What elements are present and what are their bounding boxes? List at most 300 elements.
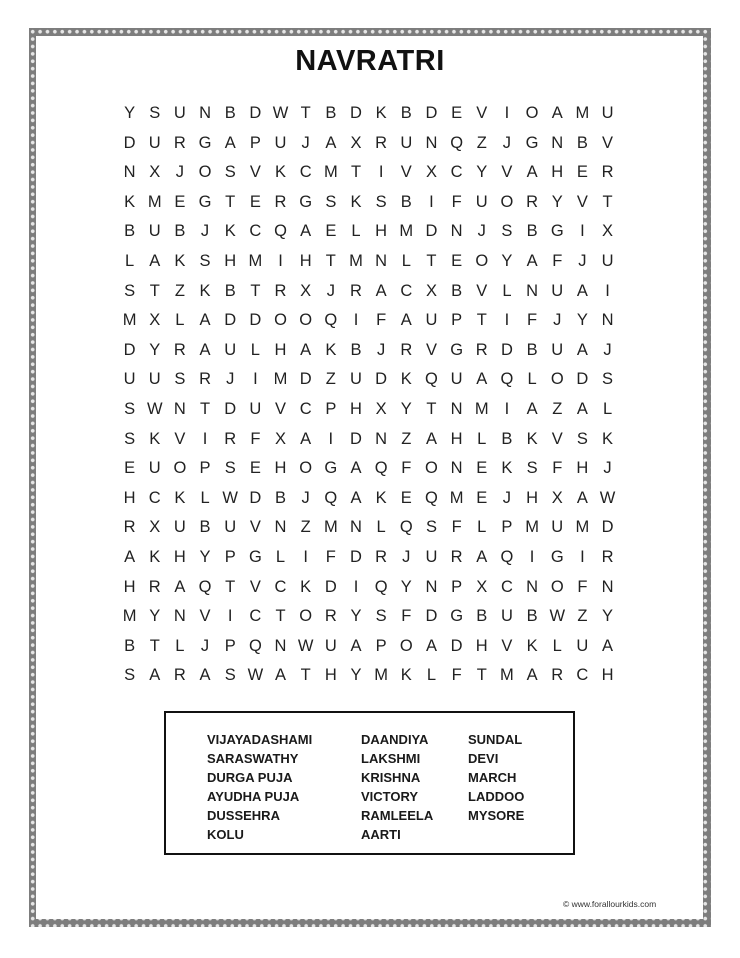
grid-letter: U bbox=[576, 636, 589, 655]
grid-letter: Q bbox=[248, 636, 262, 655]
grid-letter: V bbox=[551, 429, 563, 448]
grid-letter: W bbox=[146, 399, 163, 418]
word-item: LADDOO bbox=[468, 789, 525, 804]
grid-letter: A bbox=[551, 104, 563, 122]
grid-letter: Y bbox=[350, 607, 362, 626]
grid-letter: A bbox=[350, 459, 362, 478]
grid-letter: N bbox=[526, 281, 539, 300]
grid-letter: U bbox=[551, 281, 564, 300]
grid-letter: C bbox=[249, 607, 262, 626]
grid-row bbox=[117, 484, 620, 514]
grid-letter: X bbox=[149, 311, 161, 330]
page-title: NAVRATRI bbox=[295, 45, 445, 77]
grid-letter: W bbox=[297, 636, 314, 655]
grid-letter: Y bbox=[551, 192, 563, 211]
grid-letter: R bbox=[475, 340, 488, 359]
grid-letter: B bbox=[501, 429, 513, 448]
grid-letter: C bbox=[576, 666, 589, 685]
grid-letter: Q bbox=[324, 488, 338, 507]
grid-letter: K bbox=[149, 429, 161, 448]
grid-letter: A bbox=[350, 636, 362, 655]
grid-letter: R bbox=[173, 666, 186, 685]
grid-letter: L bbox=[124, 251, 135, 270]
grid-letter: I bbox=[328, 429, 334, 448]
grid-letter: I bbox=[504, 311, 510, 330]
grid-letter: P bbox=[325, 399, 337, 418]
grid-letter: D bbox=[123, 133, 136, 152]
grid-letter: F bbox=[527, 311, 538, 330]
grid-letter: Z bbox=[476, 133, 487, 152]
word-item: SUNDAL bbox=[468, 732, 523, 747]
grid-letter: Q bbox=[198, 577, 212, 596]
grid-letter: V bbox=[501, 163, 513, 182]
grid-letter: L bbox=[175, 311, 185, 330]
grid-row bbox=[117, 395, 620, 425]
grid-letter: H bbox=[375, 222, 388, 241]
grid-letter: N bbox=[551, 133, 564, 152]
grid-letter: V bbox=[275, 399, 287, 418]
grid-letter: G bbox=[450, 607, 464, 626]
grid-letter: X bbox=[602, 222, 614, 241]
grid-letter: D bbox=[299, 370, 312, 389]
grid-letter: H bbox=[123, 577, 136, 596]
grid-letter: A bbox=[300, 222, 312, 241]
grid-letter: A bbox=[174, 577, 186, 596]
grid-letter: C bbox=[299, 399, 312, 418]
grid-letter: C bbox=[299, 163, 312, 182]
grid-letter: N bbox=[601, 311, 614, 330]
grid-letter: O bbox=[299, 607, 313, 626]
grid-letter: L bbox=[376, 518, 386, 537]
grid-letter: B bbox=[451, 281, 463, 300]
grid-letter: T bbox=[476, 666, 487, 685]
grid-letter: K bbox=[300, 577, 312, 596]
grid-letter: N bbox=[375, 429, 388, 448]
grid-letter: N bbox=[450, 222, 463, 241]
grid-letter: K bbox=[350, 192, 362, 211]
word-list-column-3 bbox=[468, 730, 524, 825]
grid-letter: D bbox=[350, 429, 362, 448]
word-item: VICTORY bbox=[361, 789, 419, 804]
grid-letter: U bbox=[450, 370, 463, 389]
grid-letter: U bbox=[274, 133, 287, 152]
grid-letter: B bbox=[199, 518, 211, 537]
grid-letter: S bbox=[224, 666, 236, 685]
grid-row bbox=[117, 247, 620, 277]
grid-letter: B bbox=[400, 104, 412, 122]
grid-letter: K bbox=[526, 429, 538, 448]
grid-letter: E bbox=[325, 222, 337, 241]
grid-letter: Y bbox=[149, 340, 161, 359]
grid-letter: Y bbox=[400, 399, 412, 418]
grid-letter: Q bbox=[374, 459, 388, 478]
grid-letter: A bbox=[576, 281, 588, 300]
word-item: KOLU bbox=[207, 827, 244, 842]
grid-letter: U bbox=[224, 518, 237, 537]
grid-letter: M bbox=[399, 222, 414, 241]
grid-letter: D bbox=[249, 104, 262, 122]
grid-letter: I bbox=[278, 251, 283, 270]
grid-letter: F bbox=[451, 192, 462, 211]
grid-letter: P bbox=[199, 459, 211, 478]
grid-letter: R bbox=[551, 666, 564, 685]
grid-letter: G bbox=[299, 192, 313, 211]
grid-letter: A bbox=[425, 636, 437, 655]
grid-letter: S bbox=[526, 459, 538, 478]
grid-letter: I bbox=[504, 399, 510, 418]
grid-letter: I bbox=[429, 192, 434, 211]
grid-row bbox=[117, 632, 620, 662]
grid-letter: E bbox=[451, 251, 463, 270]
grid-letter: B bbox=[224, 104, 236, 122]
grid-letter: H bbox=[274, 340, 287, 359]
grid-letter: Q bbox=[274, 222, 287, 241]
grid-letter: A bbox=[149, 666, 161, 685]
grid-letter: B bbox=[400, 192, 412, 211]
grid-letter: R bbox=[601, 163, 614, 182]
grid-letter: U bbox=[551, 340, 564, 359]
grid-letter: M bbox=[323, 163, 338, 182]
grid-letter: R bbox=[274, 192, 287, 211]
grid-letter: Z bbox=[577, 607, 588, 626]
grid-letter: Y bbox=[576, 311, 588, 330]
grid-letter: B bbox=[526, 607, 538, 626]
grid-row bbox=[117, 454, 620, 484]
grid-letter: D bbox=[249, 311, 262, 330]
grid-letter: U bbox=[400, 133, 413, 152]
grid-letter: L bbox=[401, 251, 411, 270]
grid-letter: A bbox=[400, 311, 412, 330]
grid-row bbox=[117, 158, 620, 188]
grid-letter: O bbox=[399, 636, 413, 655]
grid-letter: E bbox=[249, 459, 261, 478]
grid-letter: V bbox=[249, 577, 261, 596]
grid-letter: D bbox=[375, 370, 388, 389]
grid-letter: E bbox=[174, 192, 186, 211]
grid-letter: M bbox=[525, 518, 539, 537]
grid-letter: V bbox=[249, 163, 261, 182]
grid-letter: B bbox=[350, 340, 362, 359]
grid-letter: C bbox=[249, 222, 262, 241]
grid-letter: B bbox=[325, 104, 337, 122]
grid-letter: A bbox=[576, 340, 588, 359]
grid-letter: L bbox=[200, 488, 210, 507]
grid-letter: I bbox=[303, 547, 308, 566]
grid-letter: I bbox=[378, 163, 384, 182]
grid-letter: T bbox=[275, 607, 286, 626]
grid-letter: V bbox=[576, 192, 588, 211]
grid-letter: R bbox=[526, 192, 539, 211]
grid-letter: Y bbox=[476, 163, 488, 182]
grid-letter: A bbox=[526, 399, 538, 418]
grid-letter: A bbox=[526, 251, 538, 270]
grid-letter: H bbox=[123, 488, 136, 507]
grid-letter: V bbox=[199, 607, 211, 626]
grid-letter: A bbox=[576, 488, 588, 507]
grid-letter: M bbox=[449, 488, 464, 507]
grid-letter: I bbox=[580, 547, 585, 566]
grid-letter: H bbox=[450, 429, 463, 448]
grid-letter: K bbox=[224, 222, 236, 241]
word-item: AYUDHA PUJA bbox=[207, 789, 300, 804]
grid-letter: I bbox=[227, 607, 233, 626]
grid-letter: J bbox=[226, 370, 235, 389]
grid-letter: R bbox=[173, 340, 186, 359]
grid-letter: V bbox=[174, 429, 186, 448]
grid-letter: P bbox=[375, 636, 387, 655]
grid-letter: V bbox=[249, 518, 261, 537]
grid-letter: K bbox=[400, 370, 412, 389]
grid-letter: H bbox=[475, 636, 488, 655]
word-search-grid bbox=[117, 99, 620, 691]
grid-letter: X bbox=[425, 281, 437, 300]
grid-letter: U bbox=[148, 133, 161, 152]
grid-letter: J bbox=[326, 281, 335, 300]
grid-letter: L bbox=[175, 636, 185, 655]
grid-letter: U bbox=[123, 370, 136, 389]
grid-letter: I bbox=[605, 281, 610, 300]
grid-letter: O bbox=[299, 311, 313, 330]
grid-letter: V bbox=[425, 340, 437, 359]
grid-letter: D bbox=[500, 340, 513, 359]
grid-letter: A bbox=[425, 429, 437, 448]
grid-row bbox=[117, 365, 620, 395]
grid-letter: T bbox=[476, 311, 487, 330]
grid-letter: D bbox=[601, 518, 614, 537]
grid-letter: X bbox=[275, 429, 287, 448]
grid-letter: Y bbox=[199, 547, 211, 566]
grid-letter: A bbox=[526, 163, 538, 182]
grid-letter: C bbox=[400, 281, 413, 300]
grid-letter: U bbox=[148, 370, 161, 389]
grid-letter: A bbox=[300, 340, 312, 359]
grid-letter: K bbox=[325, 340, 337, 359]
grid-letter: C bbox=[450, 163, 463, 182]
grid-letter: F bbox=[325, 547, 336, 566]
grid-letter: A bbox=[149, 251, 161, 270]
grid-letter: O bbox=[500, 192, 514, 211]
grid-letter: V bbox=[400, 163, 412, 182]
grid-letter: D bbox=[324, 577, 337, 596]
grid-letter: D bbox=[123, 340, 136, 359]
grid-letter: Z bbox=[325, 370, 336, 389]
grid-letter: E bbox=[249, 192, 261, 211]
grid-letter: U bbox=[148, 222, 161, 241]
grid-letter: T bbox=[225, 577, 236, 596]
grid-letter: S bbox=[124, 399, 136, 418]
grid-letter: O bbox=[274, 311, 287, 330]
grid-letter: F bbox=[250, 429, 261, 448]
grid-letter: G bbox=[198, 192, 212, 211]
grid-letter: E bbox=[576, 163, 588, 182]
grid-letter: U bbox=[350, 370, 362, 389]
grid-letter: D bbox=[425, 222, 438, 241]
grid-letter: U bbox=[475, 192, 488, 211]
grid-letter: K bbox=[199, 281, 211, 300]
grid-letter: S bbox=[124, 281, 136, 300]
grid-letter: T bbox=[149, 636, 160, 655]
grid-letter: S bbox=[602, 370, 614, 389]
grid-letter: N bbox=[173, 607, 186, 626]
grid-letter: Y bbox=[350, 666, 362, 685]
grid-letter: X bbox=[350, 133, 362, 152]
grid-letter: M bbox=[374, 666, 389, 685]
grid-letter: U bbox=[601, 104, 614, 122]
grid-letter: Y bbox=[124, 104, 136, 122]
grid-letter: O bbox=[550, 370, 564, 389]
grid-letter: I bbox=[202, 429, 208, 448]
grid-letter: C bbox=[274, 577, 287, 596]
grid-letter: A bbox=[199, 340, 211, 359]
grid-letter: H bbox=[299, 251, 312, 270]
grid-letter: R bbox=[199, 370, 211, 389]
grid-letter: J bbox=[477, 222, 486, 241]
grid-letter: Y bbox=[400, 577, 412, 596]
grid-letter: U bbox=[224, 340, 237, 359]
grid-letter: T bbox=[300, 104, 311, 122]
grid-letter: H bbox=[173, 547, 186, 566]
word-list-column-2 bbox=[361, 730, 433, 844]
grid-letter: L bbox=[552, 636, 562, 655]
grid-letter: R bbox=[274, 281, 287, 300]
grid-letter: F bbox=[552, 459, 563, 478]
grid-letter: A bbox=[602, 636, 614, 655]
grid-letter: R bbox=[375, 547, 388, 566]
grid-letter: H bbox=[324, 666, 337, 685]
grid-letter: H bbox=[350, 399, 362, 418]
grid-letter: L bbox=[477, 429, 487, 448]
grid-letter: N bbox=[350, 518, 362, 537]
grid-letter: A bbox=[526, 666, 538, 685]
grid-letter: S bbox=[174, 370, 186, 389]
grid-letter: L bbox=[250, 340, 260, 359]
grid-letter: T bbox=[426, 251, 437, 270]
grid-letter: D bbox=[450, 636, 463, 655]
grid-letter: A bbox=[576, 399, 588, 418]
grid-letter: U bbox=[500, 607, 513, 626]
grid-letter: S bbox=[501, 222, 513, 241]
grid-letter: S bbox=[576, 429, 588, 448]
grid-letter: O bbox=[198, 163, 212, 182]
grid-row bbox=[117, 513, 620, 543]
grid-letter: U bbox=[173, 518, 186, 537]
grid-letter: O bbox=[425, 459, 438, 478]
grid-letter: Q bbox=[500, 547, 514, 566]
grid-letter: A bbox=[325, 133, 337, 152]
grid-letter: L bbox=[502, 281, 512, 300]
word-item: DEVI bbox=[468, 751, 499, 766]
grid-letter: L bbox=[527, 370, 537, 389]
grid-letter: Z bbox=[300, 518, 311, 537]
grid-letter: L bbox=[351, 222, 361, 241]
copyright-footer: © www.forallourkids.com bbox=[563, 899, 657, 909]
grid-letter: D bbox=[249, 488, 262, 507]
grid-letter: E bbox=[400, 488, 412, 507]
grid-letter: J bbox=[553, 311, 562, 330]
grid-letter: F bbox=[401, 607, 412, 626]
grid-letter: B bbox=[124, 222, 136, 241]
grid-letter: O bbox=[550, 577, 564, 596]
grid-letter: D bbox=[350, 547, 362, 566]
grid-letter: P bbox=[451, 311, 463, 330]
grid-letter: B bbox=[124, 636, 136, 655]
grid-letter: H bbox=[274, 459, 287, 478]
grid-letter: A bbox=[375, 281, 387, 300]
grid-letter: G bbox=[525, 133, 539, 152]
grid-letter: J bbox=[301, 488, 310, 507]
grid-letter: O bbox=[475, 251, 489, 270]
grid-letter: N bbox=[199, 104, 211, 122]
grid-letter: M bbox=[122, 607, 137, 626]
grid-letter: J bbox=[402, 547, 411, 566]
grid-letter: X bbox=[425, 163, 437, 182]
grid-row bbox=[117, 99, 620, 129]
grid-letter: K bbox=[124, 192, 136, 211]
grid-row bbox=[117, 425, 620, 455]
grid-letter: A bbox=[300, 429, 312, 448]
grid-row bbox=[117, 336, 620, 366]
grid-letter: K bbox=[602, 429, 614, 448]
grid-letter: O bbox=[173, 459, 187, 478]
grid-letter: T bbox=[200, 399, 211, 418]
grid-letter: Q bbox=[450, 133, 464, 152]
grid-letter: X bbox=[375, 399, 387, 418]
grid-letter: W bbox=[222, 488, 238, 507]
grid-letter: R bbox=[400, 340, 413, 359]
grid-letter: Y bbox=[501, 251, 513, 270]
grid-letter: P bbox=[451, 577, 463, 596]
grid-letter: A bbox=[224, 133, 236, 152]
grid-letter: F bbox=[552, 251, 563, 270]
grid-letter: K bbox=[375, 488, 387, 507]
grid-letter: K bbox=[149, 547, 161, 566]
grid-letter: S bbox=[375, 607, 387, 626]
grid-letter: V bbox=[501, 636, 513, 655]
grid-letter: W bbox=[247, 666, 264, 685]
grid-letter: B bbox=[526, 222, 538, 241]
grid-letter: T bbox=[602, 192, 613, 211]
word-item: SARASWATHY bbox=[207, 751, 299, 766]
grid-letter: R bbox=[224, 429, 237, 448]
grid-letter: D bbox=[224, 311, 237, 330]
grid-letter: L bbox=[602, 399, 613, 418]
grid-letter: N bbox=[274, 636, 287, 655]
grid-letter: Z bbox=[401, 429, 412, 448]
grid-letter: S bbox=[149, 104, 161, 122]
grid-letter: E bbox=[451, 104, 463, 122]
grid-letter: L bbox=[426, 666, 437, 685]
grid-letter: M bbox=[474, 399, 489, 418]
grid-letter: S bbox=[224, 459, 236, 478]
grid-letter: D bbox=[350, 104, 362, 122]
grid-row bbox=[117, 661, 620, 691]
grid-letter: K bbox=[275, 163, 287, 182]
grid-letter: P bbox=[249, 133, 261, 152]
grid-letter: S bbox=[124, 429, 136, 448]
grid-letter: Z bbox=[174, 281, 185, 300]
grid-letter: N bbox=[450, 399, 463, 418]
grid-letter: Q bbox=[500, 370, 514, 389]
grid-letter: M bbox=[273, 370, 288, 389]
grid-letter: M bbox=[575, 518, 590, 537]
grid-letter: J bbox=[301, 133, 310, 152]
grid-row bbox=[117, 543, 620, 573]
grid-letter: H bbox=[551, 163, 564, 182]
grid-letter: J bbox=[603, 459, 612, 478]
grid-letter: H bbox=[224, 251, 237, 270]
grid-letter: W bbox=[549, 607, 566, 626]
grid-letter: X bbox=[300, 281, 312, 300]
